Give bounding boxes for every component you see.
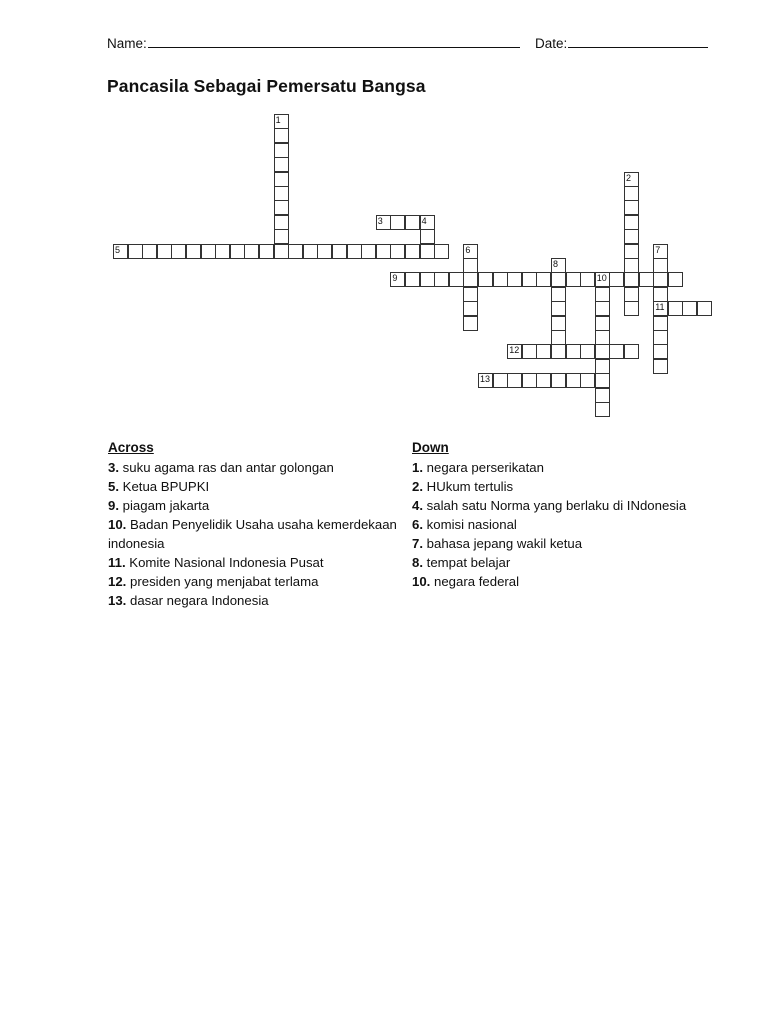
across-clues bbox=[108, 438, 408, 610]
cell-number: 6 bbox=[465, 244, 471, 255]
crossword-cell[interactable] bbox=[463, 258, 478, 273]
crossword-cell[interactable] bbox=[420, 229, 435, 244]
crossword-cell[interactable] bbox=[274, 229, 289, 244]
crossword-cell[interactable] bbox=[580, 344, 595, 359]
cell-number: 8 bbox=[553, 259, 559, 269]
crossword-cell[interactable] bbox=[274, 186, 289, 201]
clue-number: 1. bbox=[412, 460, 423, 475]
crossword-cell[interactable] bbox=[390, 215, 405, 230]
clue-item bbox=[412, 515, 712, 534]
crossword-cell[interactable] bbox=[653, 258, 668, 273]
crossword-cell[interactable] bbox=[668, 272, 683, 287]
clue-number: 2. bbox=[412, 479, 423, 494]
crossword-cell[interactable] bbox=[493, 373, 508, 388]
crossword-cell[interactable] bbox=[580, 373, 595, 388]
crossword-cell[interactable] bbox=[609, 344, 624, 359]
clue-text: tempat belajar bbox=[426, 555, 511, 570]
clue-number: 12. bbox=[108, 574, 127, 589]
crossword-cell[interactable] bbox=[463, 287, 478, 302]
down-heading: Down bbox=[412, 440, 449, 455]
crossword-cell[interactable] bbox=[259, 244, 274, 259]
clue-text: Badan Penyelidik Usaha usaha kemerdekaan indonesia bbox=[108, 517, 397, 551]
crossword-cell[interactable] bbox=[653, 272, 668, 287]
crossword-cell[interactable] bbox=[595, 359, 610, 374]
crossword-cell[interactable] bbox=[624, 200, 639, 215]
across-heading: Across bbox=[108, 440, 154, 455]
crossword-cell[interactable] bbox=[551, 272, 566, 287]
crossword-cell[interactable] bbox=[478, 272, 493, 287]
clue-item bbox=[412, 477, 712, 496]
cell-number: 4 bbox=[421, 215, 427, 226]
crossword-cell[interactable] bbox=[420, 272, 435, 287]
crossword-cell[interactable] bbox=[653, 301, 668, 316]
crossword-cell[interactable] bbox=[507, 344, 522, 359]
crossword-cell[interactable] bbox=[361, 244, 376, 259]
crossword-cell[interactable] bbox=[624, 272, 639, 287]
clue-item bbox=[412, 572, 712, 591]
crossword-cell[interactable] bbox=[274, 215, 289, 230]
crossword-cell[interactable] bbox=[274, 128, 289, 143]
crossword-cell[interactable] bbox=[274, 200, 289, 215]
crossword-cell[interactable] bbox=[682, 301, 697, 316]
clue-number: 7. bbox=[412, 536, 423, 551]
clue-text: bahasa jepang wakil ketua bbox=[426, 536, 583, 551]
crossword-cell[interactable] bbox=[478, 373, 493, 388]
cell-number: 3 bbox=[377, 215, 383, 226]
crossword-cell[interactable] bbox=[653, 344, 668, 359]
crossword-cell[interactable] bbox=[624, 244, 639, 259]
clue-item bbox=[108, 591, 408, 610]
clue-number: 9. bbox=[108, 498, 119, 513]
clue-text: suku agama ras dan antar golongan bbox=[122, 460, 334, 475]
crossword-cell[interactable] bbox=[274, 157, 289, 172]
crossword-cell[interactable] bbox=[405, 244, 420, 259]
crossword-cell[interactable] bbox=[595, 316, 610, 331]
clue-number: 6. bbox=[412, 517, 423, 532]
clue-number: 5. bbox=[108, 479, 119, 494]
crossword-cell[interactable] bbox=[551, 316, 566, 331]
crossword-cell[interactable] bbox=[507, 373, 522, 388]
crossword-cell[interactable] bbox=[536, 373, 551, 388]
crossword-cell[interactable] bbox=[624, 186, 639, 201]
crossword-cell[interactable] bbox=[624, 287, 639, 302]
crossword-cell[interactable] bbox=[288, 244, 303, 259]
crossword-cell[interactable] bbox=[493, 272, 508, 287]
clue-item bbox=[412, 534, 712, 553]
clue-number: 4. bbox=[412, 498, 423, 513]
crossword-cell[interactable] bbox=[420, 215, 435, 230]
crossword-cell[interactable] bbox=[551, 373, 566, 388]
clue-number: 11. bbox=[108, 555, 126, 570]
crossword-cell[interactable] bbox=[332, 244, 347, 259]
clue-text: komisi nasional bbox=[426, 517, 517, 532]
clue-item bbox=[412, 496, 712, 515]
clue-number: 8. bbox=[412, 555, 423, 570]
crossword-cell[interactable] bbox=[536, 272, 551, 287]
crossword-cell[interactable] bbox=[376, 244, 391, 259]
crossword-cell[interactable] bbox=[551, 258, 566, 273]
clue-number: 10. bbox=[412, 574, 431, 589]
clue-text: negara perserikatan bbox=[426, 460, 544, 475]
crossword-cell[interactable] bbox=[653, 316, 668, 331]
crossword-cell[interactable] bbox=[536, 344, 551, 359]
cell-number: 5 bbox=[115, 244, 121, 255]
crossword-cell[interactable] bbox=[215, 244, 230, 259]
crossword-cell[interactable] bbox=[551, 330, 566, 345]
crossword-cell[interactable] bbox=[566, 344, 581, 359]
date-label: Date: bbox=[535, 36, 568, 51]
crossword-cell[interactable] bbox=[668, 301, 683, 316]
cell-number: 9 bbox=[392, 273, 398, 284]
clue-text: presiden yang menjabat terlama bbox=[130, 574, 319, 589]
crossword-cell[interactable] bbox=[595, 402, 610, 417]
crossword-cell[interactable] bbox=[347, 244, 362, 259]
clue-text: Ketua BPUPKI bbox=[122, 479, 210, 494]
cell-number: 1 bbox=[275, 115, 281, 125]
crossword-cell[interactable] bbox=[624, 301, 639, 316]
crossword-cell[interactable] bbox=[595, 330, 610, 345]
crossword-cell[interactable] bbox=[653, 330, 668, 345]
crossword-cell[interactable] bbox=[274, 244, 289, 259]
cell-number: 11 bbox=[655, 302, 665, 313]
crossword-cell[interactable] bbox=[551, 287, 566, 302]
crossword-cell[interactable] bbox=[186, 244, 201, 259]
crossword-cell[interactable] bbox=[551, 344, 566, 359]
crossword-cell[interactable] bbox=[653, 244, 668, 259]
crossword-cell[interactable] bbox=[201, 244, 216, 259]
crossword-cell[interactable] bbox=[522, 373, 537, 388]
clue-number: 10. bbox=[108, 517, 127, 532]
crossword-cell[interactable] bbox=[317, 244, 332, 259]
crossword-cell[interactable] bbox=[507, 272, 522, 287]
clue-number: 3. bbox=[108, 460, 119, 475]
name-label: Name: bbox=[107, 36, 147, 51]
crossword-cell[interactable] bbox=[624, 215, 639, 230]
down-clues bbox=[412, 438, 712, 591]
clue-item bbox=[108, 477, 408, 496]
clue-text: HUkum tertulis bbox=[426, 479, 514, 494]
crossword-cell[interactable] bbox=[624, 258, 639, 273]
clue-item bbox=[108, 553, 408, 572]
clue-item bbox=[108, 496, 408, 515]
crossword-cell[interactable] bbox=[390, 272, 405, 287]
clue-text: salah satu Norma yang berlaku di INdonesia bbox=[426, 498, 687, 513]
page-title: Pancasila Sebagai Pemersatu Bangsa bbox=[107, 76, 426, 96]
cell-number: 7 bbox=[655, 244, 661, 255]
clue-text: Komite Nasional Indonesia Pusat bbox=[129, 555, 324, 570]
crossword-cell[interactable] bbox=[390, 244, 405, 259]
crossword-cell[interactable] bbox=[463, 316, 478, 331]
clue-text: dasar negara Indonesia bbox=[130, 593, 269, 608]
crossword-cell[interactable] bbox=[522, 344, 537, 359]
crossword-cell[interactable] bbox=[449, 272, 464, 287]
crossword-cell[interactable] bbox=[551, 301, 566, 316]
clue-item bbox=[108, 572, 408, 591]
crossword-cell[interactable] bbox=[580, 272, 595, 287]
crossword-cell[interactable] bbox=[595, 272, 610, 287]
clue-item bbox=[108, 515, 408, 553]
clue-item bbox=[412, 458, 712, 477]
crossword-cell[interactable] bbox=[566, 272, 581, 287]
crossword-cell[interactable] bbox=[405, 272, 420, 287]
cell-number: 12 bbox=[509, 345, 520, 356]
crossword-cell[interactable] bbox=[639, 272, 654, 287]
crossword-cell[interactable] bbox=[463, 244, 478, 259]
crossword-cell[interactable] bbox=[142, 244, 157, 259]
crossword-cell[interactable] bbox=[653, 287, 668, 302]
cell-number: 13 bbox=[480, 374, 491, 385]
clue-text: piagam jakarta bbox=[122, 498, 210, 513]
crossword-cell[interactable] bbox=[434, 272, 449, 287]
crossword-cell[interactable] bbox=[566, 373, 581, 388]
crossword-cell[interactable] bbox=[697, 301, 712, 316]
crossword-cell[interactable] bbox=[653, 359, 668, 374]
crossword-cell[interactable] bbox=[376, 215, 391, 230]
clue-text: negara federal bbox=[434, 574, 520, 589]
crossword-cell[interactable] bbox=[128, 244, 143, 259]
crossword-cell[interactable] bbox=[274, 143, 289, 158]
crossword-cell[interactable] bbox=[595, 388, 610, 403]
crossword-cell[interactable] bbox=[624, 229, 639, 244]
crossword-cell[interactable] bbox=[434, 244, 449, 259]
crossword-cell[interactable] bbox=[522, 272, 537, 287]
crossword-cell[interactable] bbox=[595, 287, 610, 302]
crossword-cell[interactable] bbox=[420, 244, 435, 259]
crossword-cell[interactable] bbox=[595, 373, 610, 388]
clue-item bbox=[412, 553, 712, 572]
crossword-grid bbox=[0, 0, 768, 420]
clue-item bbox=[108, 458, 408, 477]
cell-number: 2 bbox=[626, 172, 632, 183]
crossword-cell[interactable] bbox=[113, 244, 128, 259]
clue-number: 13. bbox=[108, 593, 127, 608]
crossword-cell[interactable] bbox=[624, 172, 639, 187]
crossword-cell[interactable] bbox=[463, 301, 478, 316]
crossword-cell[interactable] bbox=[595, 344, 610, 359]
cell-number: 10 bbox=[596, 273, 607, 284]
crossword-cell[interactable] bbox=[171, 244, 186, 259]
crossword-cell[interactable] bbox=[274, 172, 289, 187]
crossword-cell[interactable] bbox=[157, 244, 172, 259]
crossword-cell[interactable] bbox=[624, 344, 639, 359]
crossword-cell[interactable] bbox=[405, 215, 420, 230]
crossword-cell[interactable] bbox=[609, 272, 624, 287]
crossword-cell[interactable] bbox=[595, 301, 610, 316]
crossword-cell[interactable] bbox=[303, 244, 318, 259]
crossword-cell[interactable] bbox=[244, 244, 259, 259]
crossword-cell[interactable] bbox=[463, 272, 478, 287]
crossword-cell[interactable] bbox=[274, 114, 289, 129]
crossword-cell[interactable] bbox=[230, 244, 245, 259]
